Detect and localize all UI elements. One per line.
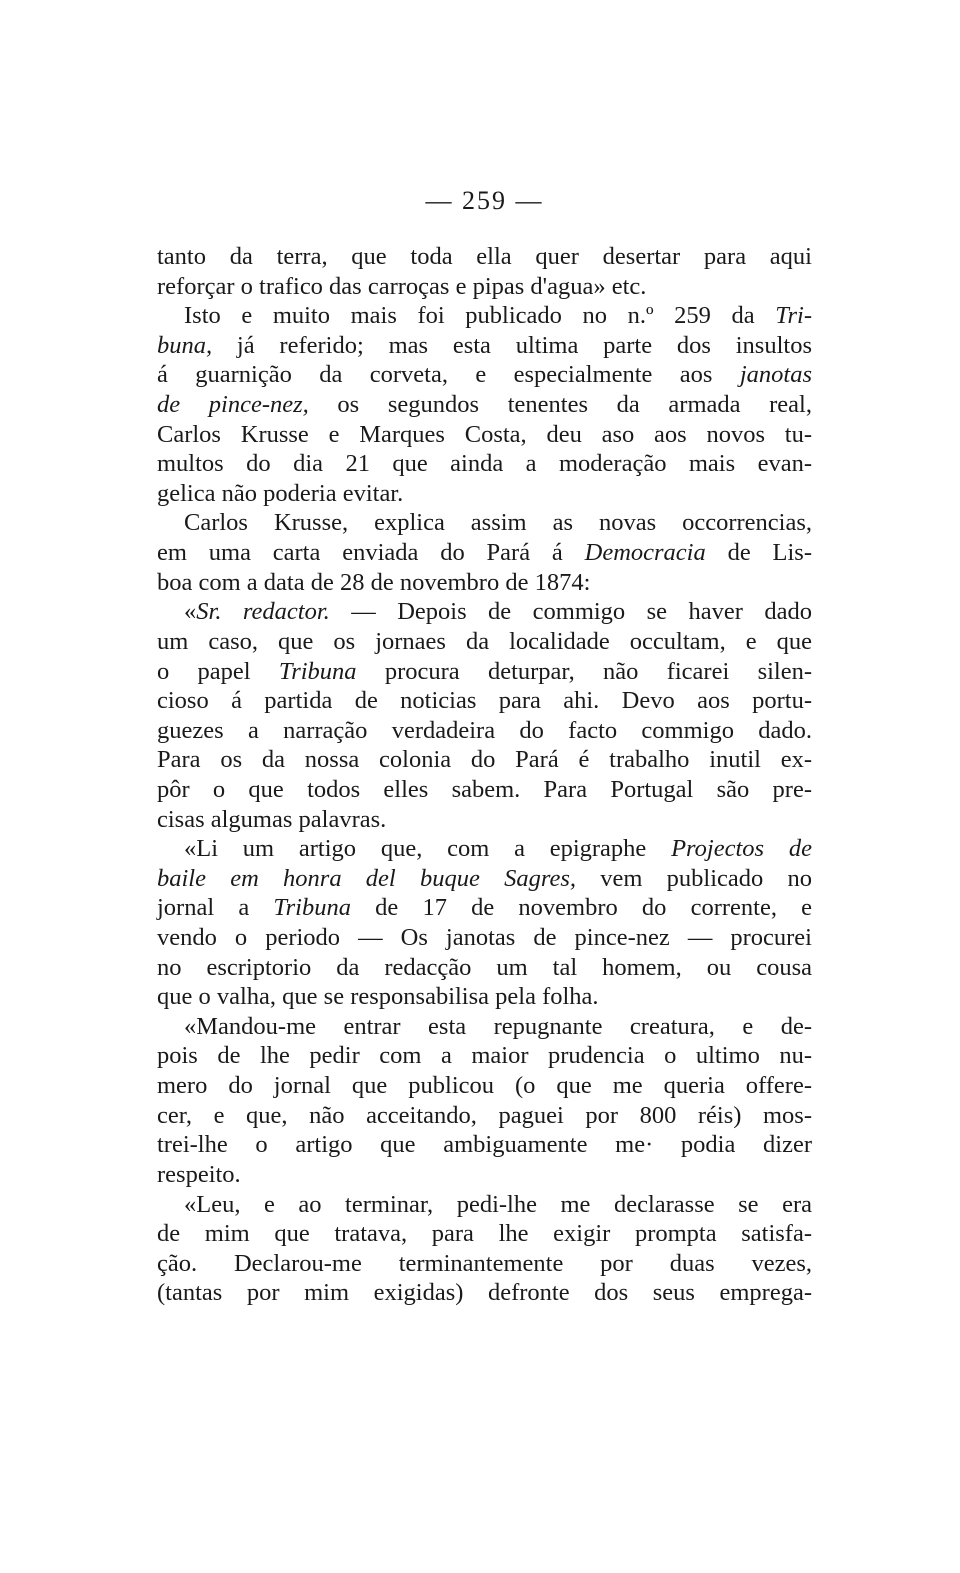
text-line — [157, 657, 812, 687]
page-number: — 259 — — [425, 186, 544, 215]
text-line — [157, 834, 812, 864]
italic-text: Tri- — [775, 302, 812, 330]
body-text: tanto da terra, que toda ella quer desertar para aqui — [157, 243, 812, 270]
body-text: (tantas por mim exigidas) defronte dos seus emprega- — [157, 1279, 812, 1307]
text-line — [157, 1249, 812, 1279]
body-text: á guarnição da corveta, e especialmente aos — [157, 361, 740, 389]
text-line — [157, 272, 812, 302]
text-line — [157, 686, 812, 716]
text-line — [157, 1278, 812, 1308]
body-text: guezes a narração verdadeira do facto commigo dado. — [157, 716, 812, 744]
body-text: trei-lhe o artigo que ambiguamente me· podia dizer — [157, 1131, 812, 1159]
italic-text: Tribuna — [278, 657, 357, 685]
body-text: « — [184, 598, 197, 626]
text-line — [157, 745, 812, 775]
body-text: de mim que tratava, para lhe exigir prompta satisfa- — [157, 1220, 812, 1248]
italic-text: Tribuna — [273, 894, 351, 922]
body-text: respeito. — [157, 1160, 241, 1188]
text-line — [157, 1190, 812, 1220]
body-text: um caso, que os jornaes da localidade occultam, e que — [157, 627, 812, 655]
paragraph — [157, 1190, 812, 1308]
page-text — [157, 242, 812, 1308]
body-text: multos do dia 21 que ainda a moderação mais evan- — [157, 450, 812, 478]
text-line — [157, 360, 812, 390]
text-line — [157, 1160, 812, 1190]
text-line — [157, 538, 812, 568]
text-line — [157, 953, 812, 983]
text-line — [157, 1041, 812, 1071]
body-text: Para os da nossa colonia do Pará é trabalho inutil ex- — [157, 746, 812, 774]
text-line — [157, 479, 812, 509]
text-line — [157, 1219, 812, 1249]
body-text: no escriptorio da redacção um tal homem, ou cousa — [157, 953, 812, 981]
text-line — [157, 923, 812, 953]
text-line — [157, 597, 812, 627]
text-line — [157, 627, 812, 657]
body-text: ção. Declarou-me terminantemente por duas vezes, — [157, 1249, 812, 1277]
body-text: «Leu, e ao terminar, pedi-lhe me declarasse se era — [184, 1190, 812, 1218]
body-text: «Li um artigo que, com a epigraphe — [184, 835, 672, 863]
italic-text: Democracia — [584, 539, 706, 567]
body-text: os segundos tenentes da armada real, — [308, 391, 812, 419]
body-text: o papel — [157, 657, 279, 685]
body-text: cer, e que, não acceitando, paguei por 800 réis) mos- — [157, 1101, 812, 1129]
text-line — [157, 1101, 812, 1131]
text-line — [157, 864, 812, 894]
body-text: em uma carta enviada do Pará á — [157, 539, 585, 567]
body-text: procura deturpar, não ficarei silen- — [356, 657, 812, 685]
text-line — [157, 1130, 812, 1160]
text-line — [157, 508, 812, 538]
italic-text: baile em honra del buque Sagres, — [157, 864, 576, 892]
body-text: vendo o periodo — Os janotas de pince-nez — procurei — [157, 924, 812, 952]
body-text: — Depois de commigo se haver dado — [329, 598, 812, 626]
italic-text: Projectos de — [671, 835, 812, 863]
paragraph — [157, 508, 812, 597]
text-line — [157, 1071, 812, 1101]
body-text: de Lis- — [705, 539, 812, 567]
text-line — [157, 805, 812, 835]
italic-text: de pince-nez, — [157, 391, 309, 419]
text-line — [157, 331, 812, 361]
paragraph — [157, 242, 812, 301]
body-text: jornal a — [157, 894, 274, 922]
text-line — [157, 420, 812, 450]
body-text: Carlos Krusse, explica assim as novas occorrencias, — [184, 509, 812, 537]
text-line — [157, 242, 812, 272]
paragraph — [157, 834, 812, 1012]
body-text: «Mandou-me entrar esta repugnante creatura, e de- — [184, 1012, 812, 1040]
text-line — [157, 449, 812, 479]
text-line — [157, 893, 812, 923]
body-text: Isto e muito mais foi publicado no n.º 259 da — [184, 302, 776, 330]
text-line — [157, 1012, 812, 1042]
body-text: pôr o que todos elles sabem. Para Portugal são pre- — [157, 775, 812, 803]
body-text: cioso á partida de noticias para ahi. Devo aos portu- — [157, 687, 812, 715]
text-line — [157, 390, 812, 420]
body-text: cisas algumas palavras. — [157, 805, 387, 833]
text-line — [157, 775, 812, 805]
body-text: que o valha, que se responsabilisa pela folha. — [157, 983, 599, 1011]
text-line — [157, 568, 812, 598]
body-text: de 17 de novembro do corrente, e — [350, 894, 812, 922]
text-line — [157, 982, 812, 1012]
body-text: Carlos Krusse e Marques Costa, deu aso aos novos tu- — [157, 420, 812, 448]
body-text: gelica não poderia evitar. — [157, 479, 404, 507]
body-text: boa com a data de 28 de novembro de 1874: — [157, 568, 591, 596]
italic-text: Sr. redactor. — [196, 598, 330, 626]
italic-text: janotas — [739, 361, 812, 389]
body-text: mero do jornal que publicou (o que me queria offere- — [157, 1072, 812, 1100]
text-line — [157, 301, 812, 331]
text-line — [157, 716, 812, 746]
paragraph — [157, 301, 812, 508]
italic-text: buna, — [157, 331, 213, 359]
body-text: vem publicado no — [576, 864, 813, 892]
paragraph — [157, 597, 812, 834]
body-text: pois de lhe pedir com a maior prudencia o ultimo nu- — [157, 1042, 812, 1070]
body-text: reforçar o trafico das carroças e pipas d'agua» etc. — [157, 272, 647, 300]
body-text: já referido; mas esta ultima parte dos insultos — [212, 331, 812, 359]
paragraph — [157, 1012, 812, 1190]
